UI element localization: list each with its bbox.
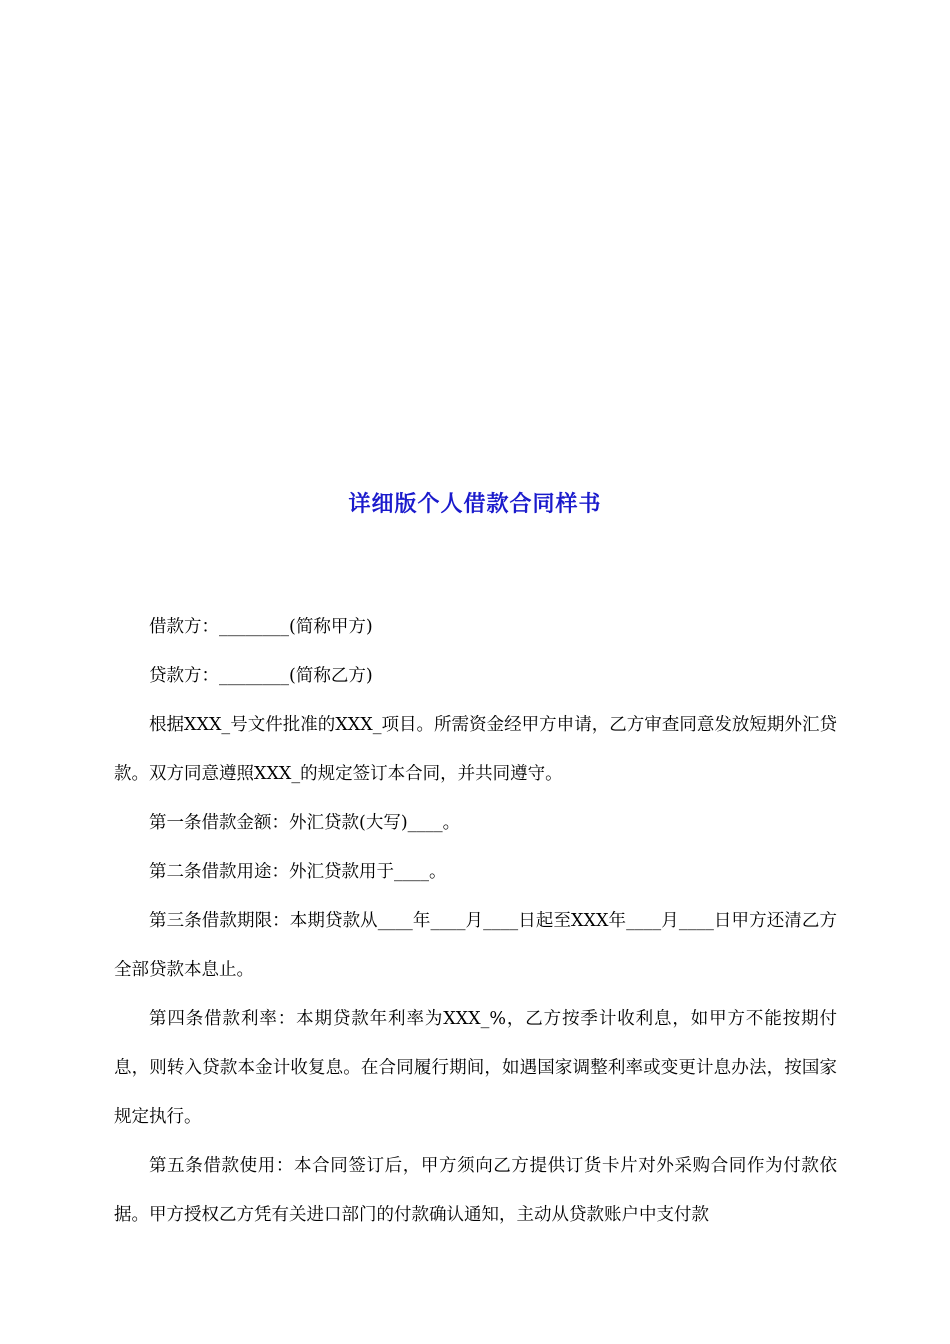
paragraph-article-4: 第四条借款利率：本期贷款年利率为XXX_%，乙方按季计收利息，如甲方不能按期付息，则转入贷款本金计收复息。在合同履行期间，如遇国家调整利率或变更计息办法，按国家规定执行。 [114,1009,837,1127]
document-title: 详细版个人借款合同样书 [348,491,602,517]
paragraph-article-2: 第二条借款用途：外汇贷款用于____。 [149,862,447,882]
paragraph-article-3: 第三条借款期限：本期贷款从____年____月____日起至XXX年____月____日甲方还清乙方全部贷款本息止。 [114,911,837,980]
paragraph-preamble: 根据XXX_号文件批准的XXX_项目。所需资金经甲方申请，乙方审查同意发放短期外汇贷款。双方同意遵照XXX_的规定签订本合同，并共同遵守。 [114,715,837,784]
paragraph-borrower: 借款方：________(简称甲方) [149,617,373,637]
paragraph-article-5: 第五条借款使用：本合同签订后，甲方须向乙方提供订货卡片对外采购合同作为付款依据。甲方授权乙方凭有关进口部门的付款确认通知，主动从贷款账户中支付款 [114,1156,837,1225]
document-body [114,603,837,1240]
paragraph-lender: 贷款方：________(简称乙方) [149,666,373,686]
paragraph-article-1: 第一条借款金额：外汇贷款(大写)____。 [149,813,461,833]
